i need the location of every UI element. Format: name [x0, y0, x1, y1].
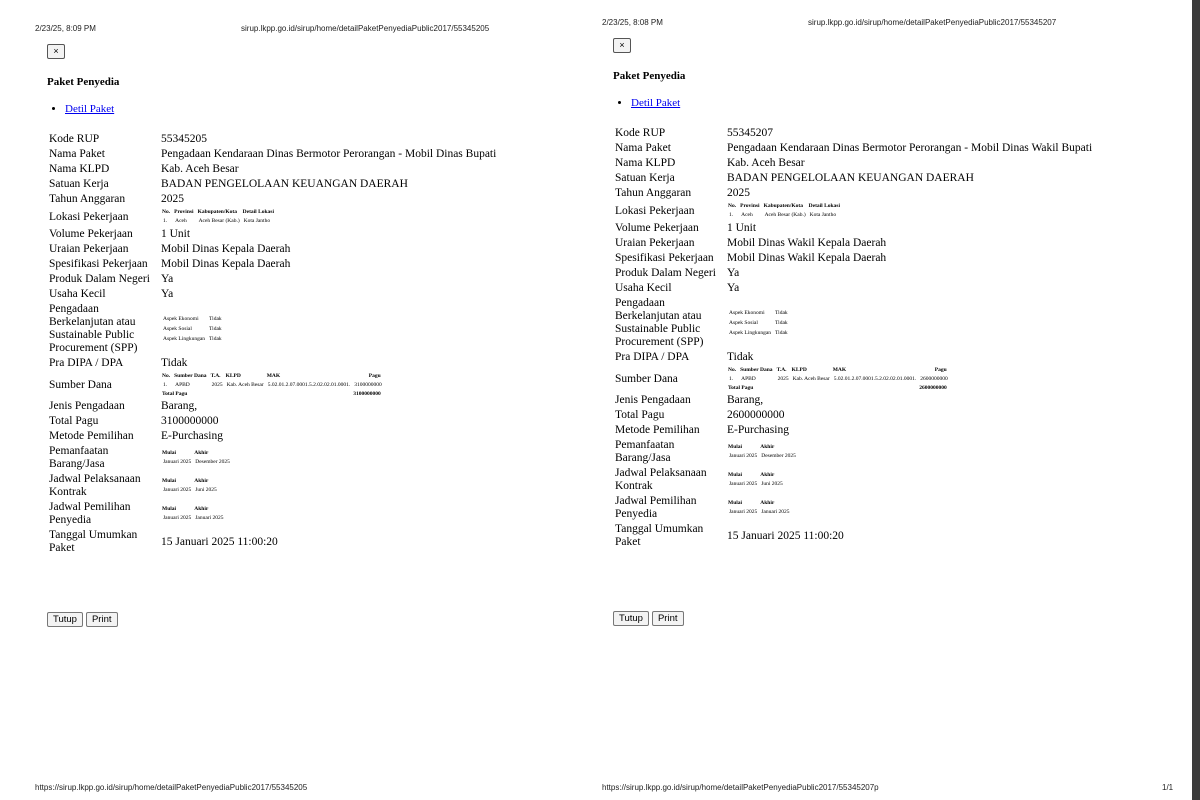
- field-label: Tahun Anggaran: [615, 187, 692, 199]
- field-label: Jadwal Pemilihan Penyedia: [49, 501, 131, 526]
- row-sumber-dana: [613, 365, 1094, 393]
- row-tanggal-umumkan: [47, 528, 498, 556]
- row-usaha-kecil: [47, 287, 498, 302]
- column-header: No.: [162, 373, 171, 379]
- total-pagu-value: 2600000000: [727, 409, 785, 421]
- lokasi-kabupaten: Aceh Besar (Kab.): [764, 212, 806, 218]
- field-label: Tanggal Umumkan Paket: [615, 523, 704, 548]
- row-jadwal-pemilihan: [613, 494, 1094, 522]
- field-label: Pemanfaatan Barang/Jasa: [615, 439, 675, 464]
- field-label: Spesifikasi Pekerjaan: [615, 252, 714, 264]
- volume-pekerjaan-value: 1 Unit: [727, 222, 757, 234]
- lokasi-provinsi: Aceh: [741, 212, 753, 218]
- lokasi-cell: [725, 201, 1094, 221]
- spp-value: Tidak: [775, 320, 788, 326]
- field-label: Volume Pekerjaan: [615, 222, 699, 234]
- field-label: Metode Pemilihan: [49, 430, 134, 442]
- tab-list: [47, 103, 114, 115]
- column-header: Pagu: [934, 367, 947, 373]
- pemanfaatan-cell: [725, 438, 1094, 466]
- field-label: Jadwal Pelaksanaan Kontrak: [615, 467, 707, 492]
- row-pemanfaatan: [613, 438, 1094, 466]
- spp-value: Tidak: [209, 336, 222, 342]
- spp-value: Tidak: [209, 316, 222, 322]
- field-label: Uraian Pekerjaan: [615, 237, 695, 249]
- table-total-row: [727, 384, 950, 392]
- spp-cell: [159, 302, 498, 356]
- page-url-header: sirup.lkpp.go.id/sirup/home/detailPaketPenyediaPublic2017/55345205: [241, 24, 490, 33]
- spp-value: Tidak: [775, 330, 788, 336]
- sumber-mak: 5.02.01.2.07.0001.5.2.02.02.01.0001.: [833, 376, 917, 382]
- sumber-pagu: 2600000000: [920, 376, 948, 382]
- lokasi-no: 1.: [729, 212, 734, 218]
- tutup-button[interactable]: Tutup: [613, 611, 649, 626]
- column-header: No.: [728, 367, 737, 373]
- tab-list: [613, 97, 680, 109]
- metode-pemilihan-value: E-Purchasing: [727, 424, 789, 436]
- column-header: MAK: [266, 373, 281, 379]
- row-spp: [613, 296, 1094, 350]
- sumber-klpd: Kab. Aceh Besar: [792, 376, 830, 382]
- jadwal-kontrak-cell: [159, 472, 498, 500]
- column-header: KLPD: [225, 373, 241, 379]
- kontrak-akhir: Juni 2025: [761, 481, 783, 487]
- row-satuan-kerja: [47, 177, 498, 192]
- field-label: Lokasi Pekerjaan: [615, 204, 695, 217]
- sumber-dana-cell: [725, 365, 1094, 393]
- column-header: Mulai: [162, 506, 177, 512]
- nama-paket-value: Pengadaan Kendaraan Dinas Bermotor Perorangan - Mobil Dinas Bupati: [161, 148, 497, 160]
- field-label: Jenis Pengadaan: [615, 394, 691, 406]
- row-metode-pemilihan: [47, 429, 498, 444]
- column-header: MAK: [832, 367, 847, 373]
- field-label: Lokasi Pekerjaan: [49, 210, 129, 223]
- lokasi-provinsi: Aceh: [175, 218, 187, 224]
- field-label: Kode RUP: [615, 127, 666, 139]
- row-uraian-pekerjaan: [47, 242, 498, 257]
- table-row: [727, 210, 843, 220]
- field-label: Kode RUP: [49, 133, 100, 145]
- jenis-pengadaan-value: Barang,: [161, 400, 198, 412]
- uraian-pekerjaan-value: Mobil Dinas Wakil Kepala Daerah: [727, 237, 887, 249]
- column-header: No.: [162, 209, 171, 215]
- spp-aspect: Aspek Lingkungan: [163, 336, 206, 342]
- row-produk-dalam-negeri: [47, 272, 498, 287]
- sumber-dana-table: [161, 372, 384, 398]
- row-total-pagu: [613, 408, 1094, 423]
- row-tahun-anggaran: [613, 186, 1094, 201]
- table-row: [727, 308, 790, 318]
- page-title: Paket Penyedia: [47, 76, 120, 88]
- table-row: [161, 485, 219, 495]
- volume-pekerjaan-value: 1 Unit: [161, 228, 191, 240]
- field-label: Usaha Kecil: [49, 288, 106, 300]
- column-header: Akhir: [760, 472, 775, 478]
- row-lokasi-pekerjaan: [613, 201, 1094, 221]
- table-row: [161, 457, 232, 467]
- column-header: KLPD: [791, 367, 807, 373]
- row-metode-pemilihan: [613, 423, 1094, 438]
- field-label: Spesifikasi Pekerjaan: [49, 258, 148, 270]
- usaha-kecil-value: Ya: [727, 282, 740, 294]
- field-label: Usaha Kecil: [615, 282, 672, 294]
- field-label: Pemanfaatan Barang/Jasa: [49, 445, 109, 470]
- column-header: Detail Lokasi: [242, 209, 274, 215]
- pemilihan-mulai: Januari 2025: [729, 509, 758, 515]
- jadwal-kontrak-table: [161, 477, 219, 495]
- row-satuan-kerja: [613, 171, 1094, 186]
- field-label: Pengadaan Berkelanjutan atau Sustainable Public Procurement (SPP): [49, 303, 138, 354]
- sumber-dana-table: [727, 366, 950, 392]
- field-label: Nama Paket: [615, 142, 671, 154]
- field-label: Jadwal Pemilihan Penyedia: [615, 495, 697, 520]
- field-label: Pra DIPA / DPA: [49, 357, 124, 369]
- row-kode-rup: [47, 132, 498, 147]
- lokasi-detail: Kota Jantho: [243, 218, 271, 224]
- tab-detil-paket[interactable]: Detil Paket: [65, 103, 115, 115]
- jadwal-pemilihan-cell: [725, 494, 1094, 522]
- satuan-kerja-value: BADAN PENGELOLAAN KEUANGAN DAERAH: [727, 172, 974, 184]
- spp-aspect: Aspek Lingkungan: [729, 330, 772, 336]
- satuan-kerja-value: BADAN PENGELOLAAN KEUANGAN DAERAH: [161, 178, 408, 190]
- row-uraian-pekerjaan: [613, 236, 1094, 251]
- column-header: Mulai: [728, 472, 743, 478]
- spp-value: Tidak: [775, 310, 788, 316]
- page-url-header: sirup.lkpp.go.id/sirup/home/detailPaketPenyediaPublic2017/55345207: [808, 18, 1057, 27]
- sumber-dana-cell: [159, 371, 498, 399]
- jadwal-pemilihan-table: [727, 499, 792, 517]
- sumber-pagu: 3100000000: [354, 382, 382, 388]
- uraian-pekerjaan-value: Mobil Dinas Kepala Daerah: [161, 243, 291, 255]
- row-pra-dipa: [613, 350, 1094, 365]
- column-header: Provinsi: [740, 203, 760, 209]
- row-pra-dipa: [47, 356, 498, 371]
- tahun-anggaran-value: 2025: [727, 187, 750, 199]
- table-row: [727, 479, 785, 489]
- row-spesifikasi-pekerjaan: [47, 257, 498, 272]
- close-button[interactable]: ×: [47, 44, 65, 59]
- field-label: Tahun Anggaran: [49, 193, 126, 205]
- row-jenis-pengadaan: [613, 393, 1094, 408]
- total-pagu-value: 3100000000: [161, 415, 219, 427]
- row-jadwal-pemilihan: [47, 500, 498, 528]
- row-usaha-kecil: [613, 281, 1094, 296]
- field-label: Volume Pekerjaan: [49, 228, 133, 240]
- lokasi-no: 1.: [163, 218, 168, 224]
- spesifikasi-pekerjaan-value: Mobil Dinas Kepala Daerah: [161, 258, 291, 270]
- spp-aspect: Aspek Sosial: [729, 320, 758, 326]
- action-bar: [613, 608, 687, 626]
- sumber-dana-name: APBD: [741, 376, 756, 382]
- table-row: [727, 507, 792, 517]
- row-jadwal-kontrak: [613, 466, 1094, 494]
- table-row: [161, 513, 226, 523]
- row-total-pagu: [47, 414, 498, 429]
- table-row: [727, 374, 950, 384]
- pemilihan-akhir: Januari 2025: [761, 509, 790, 515]
- table-row: [727, 318, 790, 328]
- sumber-dana-name: APBD: [175, 382, 190, 388]
- kode-rup-value: 55345207: [727, 127, 773, 139]
- detail-table: [47, 132, 498, 556]
- spp-aspect: Aspek Ekonomi: [163, 316, 199, 322]
- column-header: Akhir: [194, 478, 209, 484]
- print-button[interactable]: Print: [652, 611, 684, 626]
- tanggal-umumkan-value: 15 Januari 2025 11:00:20: [161, 535, 278, 548]
- row-jenis-pengadaan: [47, 399, 498, 414]
- nama-paket-value: Pengadaan Kendaraan Dinas Bermotor Perorangan - Mobil Dinas Wakil Bupati: [727, 142, 1093, 154]
- kontrak-mulai: Januari 2025: [163, 487, 192, 493]
- field-label: Tanggal Umumkan Paket: [49, 529, 138, 554]
- column-header: Mulai: [728, 500, 743, 506]
- pemanfaatan-table: [727, 443, 798, 461]
- pemanfaatan-table: [161, 449, 232, 467]
- column-header: Mulai: [162, 478, 177, 484]
- nama-klpd-value: Kab. Aceh Besar: [727, 157, 805, 169]
- sumber-klpd: Kab. Aceh Besar: [226, 382, 264, 388]
- column-header: Kabupaten/Kota: [763, 203, 804, 209]
- row-volume-pekerjaan: [47, 227, 498, 242]
- pemanfaatan-mulai: Januari 2025: [163, 459, 192, 465]
- field-label: Produk Dalam Negeri: [615, 267, 716, 279]
- window-border: [1192, 0, 1200, 800]
- row-sumber-dana: [47, 371, 498, 399]
- kontrak-mulai: Januari 2025: [729, 481, 758, 487]
- produk-dalam-negeri-value: Ya: [727, 267, 740, 279]
- tab-detil-paket[interactable]: Detil Paket: [631, 97, 681, 109]
- tab-item: [65, 103, 114, 115]
- sumber-no: 1.: [163, 382, 168, 388]
- field-label: Total Pagu: [49, 415, 99, 427]
- table-row: [727, 451, 798, 461]
- nama-klpd-value: Kab. Aceh Besar: [161, 163, 239, 175]
- row-spesifikasi-pekerjaan: [613, 251, 1094, 266]
- spp-table: [727, 308, 790, 338]
- lokasi-table: [161, 208, 277, 226]
- pra-dipa-value: Tidak: [161, 357, 188, 369]
- pemanfaatan-cell: [159, 444, 498, 472]
- tab-item: [631, 97, 680, 109]
- lokasi-cell: [159, 207, 498, 227]
- column-header: Akhir: [194, 506, 209, 512]
- row-tanggal-umumkan: [613, 522, 1094, 550]
- field-label: Total Pagu: [615, 409, 665, 421]
- lokasi-table: [727, 202, 843, 220]
- row-pemanfaatan: [47, 444, 498, 472]
- row-spp: [47, 302, 498, 356]
- field-label: Jadwal Pelaksanaan Kontrak: [49, 473, 141, 498]
- pemanfaatan-mulai: Januari 2025: [729, 453, 758, 459]
- spp-cell: [725, 296, 1094, 350]
- kode-rup-value: 55345205: [161, 133, 207, 145]
- row-nama-klpd: [47, 162, 498, 177]
- field-label: Metode Pemilihan: [615, 424, 700, 436]
- page-url-footer: https://sirup.lkpp.go.id/sirup/home/detailPaketPenyediaPublic2017/55345205: [35, 783, 308, 792]
- close-button[interactable]: ×: [613, 38, 631, 53]
- column-header: T.A.: [210, 373, 221, 379]
- row-nama-paket: [47, 147, 498, 162]
- print-button[interactable]: Print: [86, 612, 118, 627]
- total-pagu-label: Total Pagu: [728, 385, 754, 391]
- tanggal-umumkan-value: 15 Januari 2025 11:00:20: [727, 529, 844, 542]
- field-label: Sumber Dana: [49, 378, 112, 391]
- table-total-row: [161, 390, 384, 398]
- tahun-anggaran-value: 2025: [161, 193, 184, 205]
- row-lokasi-pekerjaan: [47, 207, 498, 227]
- column-header: Sumber Dana: [174, 373, 207, 379]
- total-pagu-amount: 3100000000: [353, 391, 381, 397]
- pemanfaatan-akhir: Desember 2025: [195, 459, 230, 465]
- column-header: No.: [728, 203, 737, 209]
- field-label: Pengadaan Berkelanjutan atau Sustainable Public Procurement (SPP): [615, 297, 704, 348]
- sumber-ta: 2025: [777, 376, 789, 382]
- field-label: Satuan Kerja: [49, 178, 109, 190]
- total-pagu-label: Total Pagu: [162, 391, 188, 397]
- pra-dipa-value: Tidak: [727, 351, 754, 363]
- jadwal-pemilihan-cell: [159, 500, 498, 528]
- jenis-pengadaan-value: Barang,: [727, 394, 764, 406]
- action-bar: [47, 609, 121, 627]
- table-row: [161, 334, 224, 344]
- page-number: 1/1: [1162, 783, 1174, 792]
- row-produk-dalam-negeri: [613, 266, 1094, 281]
- field-label: Pra DIPA / DPA: [615, 351, 690, 363]
- table-row: [161, 380, 384, 390]
- page-url-footer: https://sirup.lkpp.go.id/sirup/home/detailPaketPenyediaPublic2017/55345207p: [602, 783, 879, 792]
- field-label: Produk Dalam Negeri: [49, 273, 150, 285]
- column-header: Detail Lokasi: [808, 203, 840, 209]
- sumber-no: 1.: [729, 376, 734, 382]
- lokasi-detail: Kota Jantho: [809, 212, 837, 218]
- kontrak-akhir: Juni 2025: [195, 487, 217, 493]
- table-row: [161, 216, 277, 226]
- print-date: 2/23/25, 8:09 PM: [35, 24, 96, 33]
- pemilihan-akhir: Januari 2025: [195, 515, 224, 521]
- row-volume-pekerjaan: [613, 221, 1094, 236]
- print-page: [566, 0, 1200, 800]
- field-label: Nama Paket: [49, 148, 105, 160]
- lokasi-kabupaten: Aceh Besar (Kab.): [198, 218, 240, 224]
- metode-pemilihan-value: E-Purchasing: [161, 430, 223, 442]
- jadwal-kontrak-table: [727, 471, 785, 489]
- print-date: 2/23/25, 8:08 PM: [602, 18, 663, 27]
- table-row: [161, 314, 224, 324]
- row-kode-rup: [613, 126, 1094, 141]
- field-label: Uraian Pekerjaan: [49, 243, 129, 255]
- spesifikasi-pekerjaan-value: Mobil Dinas Wakil Kepala Daerah: [727, 252, 887, 264]
- column-header: Akhir: [194, 450, 209, 456]
- column-header: Kabupaten/Kota: [197, 209, 238, 215]
- detail-table: [613, 126, 1094, 550]
- column-header: Akhir: [760, 500, 775, 506]
- row-tahun-anggaran: [47, 192, 498, 207]
- usaha-kecil-value: Ya: [161, 288, 174, 300]
- spp-table: [161, 314, 224, 344]
- row-nama-paket: [613, 141, 1094, 156]
- spp-aspect: Aspek Sosial: [163, 326, 192, 332]
- row-jadwal-kontrak: [47, 472, 498, 500]
- tutup-button[interactable]: Tutup: [47, 612, 83, 627]
- sumber-ta: 2025: [211, 382, 223, 388]
- jadwal-pemilihan-table: [161, 505, 226, 523]
- column-header: Akhir: [760, 444, 775, 450]
- table-row: [161, 324, 224, 334]
- spp-value: Tidak: [209, 326, 222, 332]
- column-header: Mulai: [162, 450, 177, 456]
- spp-aspect: Aspek Ekonomi: [729, 310, 765, 316]
- row-nama-klpd: [613, 156, 1094, 171]
- jadwal-kontrak-cell: [725, 466, 1094, 494]
- table-row: [727, 328, 790, 338]
- column-header: Pagu: [368, 373, 381, 379]
- column-header: Mulai: [728, 444, 743, 450]
- field-label: Jenis Pengadaan: [49, 400, 125, 412]
- column-header: Sumber Dana: [740, 367, 773, 373]
- total-pagu-amount: 2600000000: [919, 385, 947, 391]
- field-label: Nama KLPD: [49, 163, 110, 175]
- field-label: Satuan Kerja: [615, 172, 675, 184]
- column-header: Provinsi: [174, 209, 194, 215]
- page-title: Paket Penyedia: [613, 70, 686, 82]
- pemanfaatan-akhir: Desember 2025: [761, 453, 796, 459]
- pemilihan-mulai: Januari 2025: [163, 515, 192, 521]
- field-label: Sumber Dana: [615, 372, 678, 385]
- produk-dalam-negeri-value: Ya: [161, 273, 174, 285]
- sumber-mak: 5.02.01.2.07.0001.5.2.02.02.01.0001.: [267, 382, 351, 388]
- column-header: T.A.: [776, 367, 787, 373]
- field-label: Nama KLPD: [615, 157, 676, 169]
- print-page: [0, 0, 566, 800]
